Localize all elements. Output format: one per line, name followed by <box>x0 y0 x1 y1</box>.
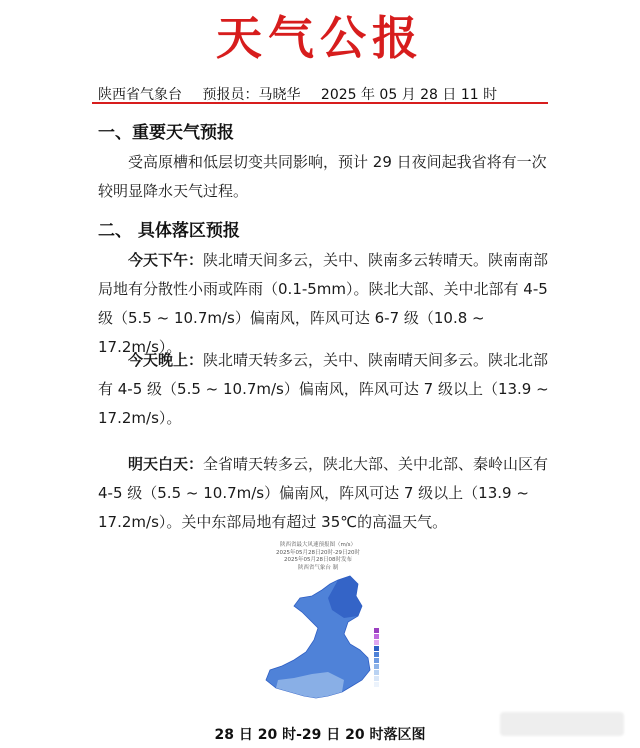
blurred-watermark <box>500 712 624 736</box>
wind-forecast-map <box>232 540 404 716</box>
bulletin-meta <box>98 84 548 104</box>
section1-body: 受高原槽和低层切变共同影响，预计 29 日夜间起我省将有一次较明显降水天气过程。 <box>98 153 547 200</box>
map-period: 2025年05月28日20时-29日20时 <box>276 549 360 556</box>
province-map-svg <box>232 540 404 716</box>
forecast-evening-text: 陕北晴天转多云，关中、陕南晴天间多云。陕北北部有 4-5 级（5.5 ~ 10.7m/s）偏南风，阵风可达 7 级以上（13.9 ~ 17.2m/s）。 <box>98 351 549 427</box>
section2-heading: 二、 具体落区预报 <box>98 221 240 241</box>
issue-datetime: 2025 年 05 月 28 日 11 时 <box>320 87 498 103</box>
header-rule <box>92 102 548 104</box>
forecaster: 预报员：马晓华 <box>202 87 301 103</box>
forecast-afternoon-text: 陕北晴天间多云，关中、陕南多云转晴天。陕南南部局地有分散性小雨或阵雨（0.1-5mm）。陕北大部、关中北部有 4-5 级（5.5 ~ 10.7m/s）偏南风，阵风可达 6-7 级（10.8 ~ 17.2m/s）。 <box>98 251 549 356</box>
map-producer: 陕西省气象台 制 <box>297 564 339 571</box>
forecast-afternoon <box>98 246 550 362</box>
forecast-tomorrow-text: 全省晴天转多云，陕北大部、关中北部、秦岭山区有 4-5 级（5.5 ~ 10.7m/s）偏南风，阵风可达 7 级以上（13.9 ~ 17.2m/s）。关中东部局地有超过 35℃的高温天气。 <box>98 455 549 531</box>
forecast-tomorrow <box>98 450 550 537</box>
forecast-evening-label: 今天晚上： <box>128 351 204 369</box>
bulletin-title: 天气公报 <box>216 11 424 65</box>
section1-heading: 一、重要天气预报 <box>98 123 234 143</box>
map-caption: 28 日 20 时-29 日 20 时落区图 <box>214 727 426 743</box>
map-issued: 2025年05月28日08时发布 <box>284 557 352 563</box>
legend <box>374 628 379 687</box>
forecast-evening <box>98 346 550 433</box>
forecast-tomorrow-label: 明天白天： <box>128 455 204 473</box>
forecast-afternoon-label: 今天下午： <box>128 251 204 269</box>
agency: 陕西省气象台 <box>98 87 182 103</box>
map-title: 陕西省最大风速预报图（m/s） <box>279 542 357 548</box>
